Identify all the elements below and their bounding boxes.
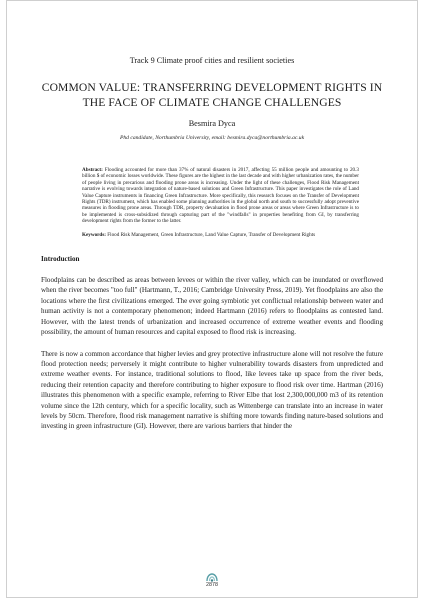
author-affiliation: Phd candidate, Northumbria University, email: besmira.dyca@northumbria.ac.uk — [119, 135, 305, 141]
abstract-label: Abstract: — [82, 167, 103, 173]
keywords-text: Flood Risk Management, Green Infrastructure, Land Value Capture, Transfer of Development Rights — [107, 231, 316, 238]
body-paragraph: Floodplains can be described as areas between levees or within the river valley, which can be inundated or overflowed when the river becomes "too full" (Hartmann, T., 2016; Cambridge University Press, 2019). Yet floodplains are also the locations where the first civilizations emerged. The ever going symbiotic yet conflictual relationship between water and human activity is not a contemporary phenomenon; indeed Hartmann (2016) refers to floodplains as contested land. However, with the latest trends of urbanization and increased occurrence of extreme weather events and flooding possibility, the amount of human resources and capital exposed to flood risk is increasing. — [41, 276, 383, 337]
section-heading-introduction: Introduction — [41, 255, 80, 264]
abstract-text: Flooding accounted for more than 37% of natural disasters in 2017, affecting 55 million people and amounting to 20.3 billion $ of economic losses worldwide. These figures are the highest in the last decade and with higher urbanization rates, the number of people living in precarious and flooding prone areas is increasing. Under the light of these challenges, Flood Risk Management narrative is evolving towards integration of nature-based solutions and Green Infrastructure. This paper investigates the role of Land Value Capture instruments in financing Green Infrastructure. More specifically, this research focuses on the Transfer of Development Rights (TDR) instrument, which has enabled some planning authorities in the global north and south to successfully adopt preventive measures in flooding prone areas. Through TDR, property devaluation in flood prone areas or areas where Green Infrastructure is to be implemented is cross-subsidized through capturing part of the "windfalls" in properties benefiting from GI, by transferring development rights from the former to the latter. — [82, 167, 359, 225]
author-name: Besmira Dyca — [188, 119, 236, 128]
abstract — [82, 167, 359, 225]
paper-title: COMMON VALUE: TRANSFERRING DEVELOPMENT RIGHTS IN THE FACE OF CLIMATE CHANGE CHALLENGES — [41, 81, 383, 109]
track-header: Track 9 Climate proof cities and resilient societies — [129, 56, 295, 65]
body-paragraph: There is now a common accordance that higher levies and grey protective infrastructure alone will not resolve the future flood protection needs; perversely it might contribute to higher vulnerability towards disasters from unpredicted and extreme weather events. For instance, traditional solutions to flood, like levees take up space from the river beds, reducing their retention capacity and therefore contributing to higher exposure to flood risk over time. Hartman (2016) illustrates this phenomenon with a specific example, referring to River Elbe that lost 2,300,000,000 m3 of its retention volume since the 12th century, which for a specific locality, such as Wittenberge can translate into an increase in water levels by 50cm. Therefore, flood risk management narrative is shifting more towards finding nature-based solutions and investing in green infrastructure (GI). However, there are various barriers that hinder the — [41, 349, 383, 431]
page-footer — [7, 570, 417, 588]
conference-logo-icon — [205, 570, 219, 581]
page-number: 2878 — [206, 582, 218, 588]
keywords-label: Keywords: — [82, 231, 106, 238]
paper-page — [6, 0, 418, 598]
keywords — [82, 232, 359, 238]
